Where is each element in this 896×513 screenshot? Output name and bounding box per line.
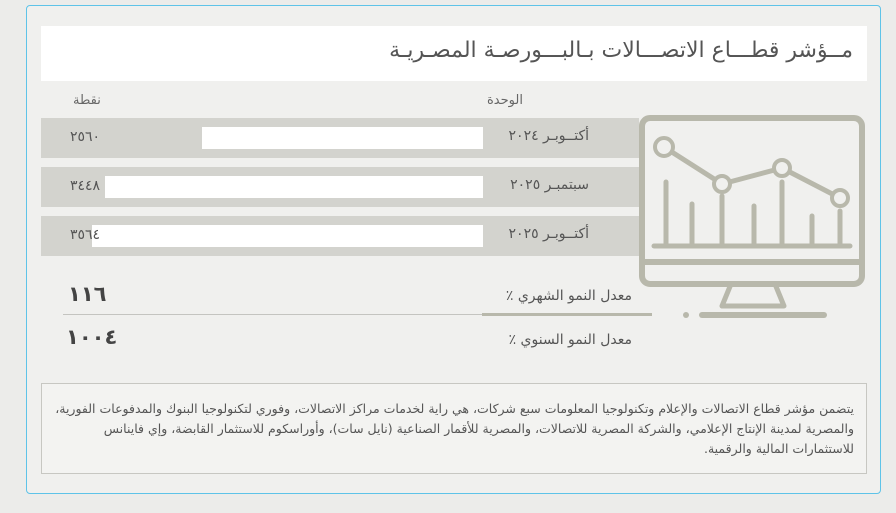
points-header: نقطة	[73, 93, 101, 108]
bar	[202, 127, 483, 149]
category-label: سبتمبـر ٢٠٢٥	[510, 177, 589, 193]
category-label: أكتــوبـر ٢٠٢٤	[508, 128, 589, 144]
annual-growth-value: ١٠٠٤	[66, 325, 118, 349]
unit-header: الوحدة	[487, 93, 523, 108]
note-box	[41, 383, 867, 474]
monitor-chart-icon	[636, 112, 868, 322]
category-label: أكتــوبـر ٢٠٢٥	[508, 226, 589, 242]
page-title: مــؤشر قطـــاع الاتصـــالات بـالبـــورصـة المصـريـة	[389, 38, 853, 63]
bar	[105, 176, 483, 198]
monthly-growth-value: ١١٦	[68, 282, 107, 306]
title-box	[41, 26, 867, 81]
value-label: ٢٥٦٠	[70, 129, 101, 145]
bar-row	[41, 167, 639, 207]
bar-row	[41, 216, 639, 256]
bar	[92, 225, 483, 247]
monthly-growth-label: معدل النمو الشهري ٪	[505, 288, 632, 304]
value-label: ٣٥٦٤	[70, 227, 101, 243]
divider-accent	[482, 313, 652, 316]
bar-row	[41, 118, 639, 158]
note-text: يتضمن مؤشر قطاع الاتصالات والإعلام وتكنولوجيا المعلومات سبع شركات، هي راية لخدمات مراكز الاتصالات، وفوري لتكنولوجيا البنوك والمدفوعات الفورية، والمصرية لمدينة الإنتاج الإعلامي، والشركة المصرية للاتصالات، والمصرية للأقمار الصناعية (نايل سات)، وأوراسكوم للاستثمار القابضة، وإي فاينانس للاستثمارات المالية والرقمية.	[55, 401, 854, 456]
annual-growth-label: معدل النمو السنوي ٪	[508, 332, 632, 348]
value-label: ٣٤٤٨	[70, 178, 101, 194]
